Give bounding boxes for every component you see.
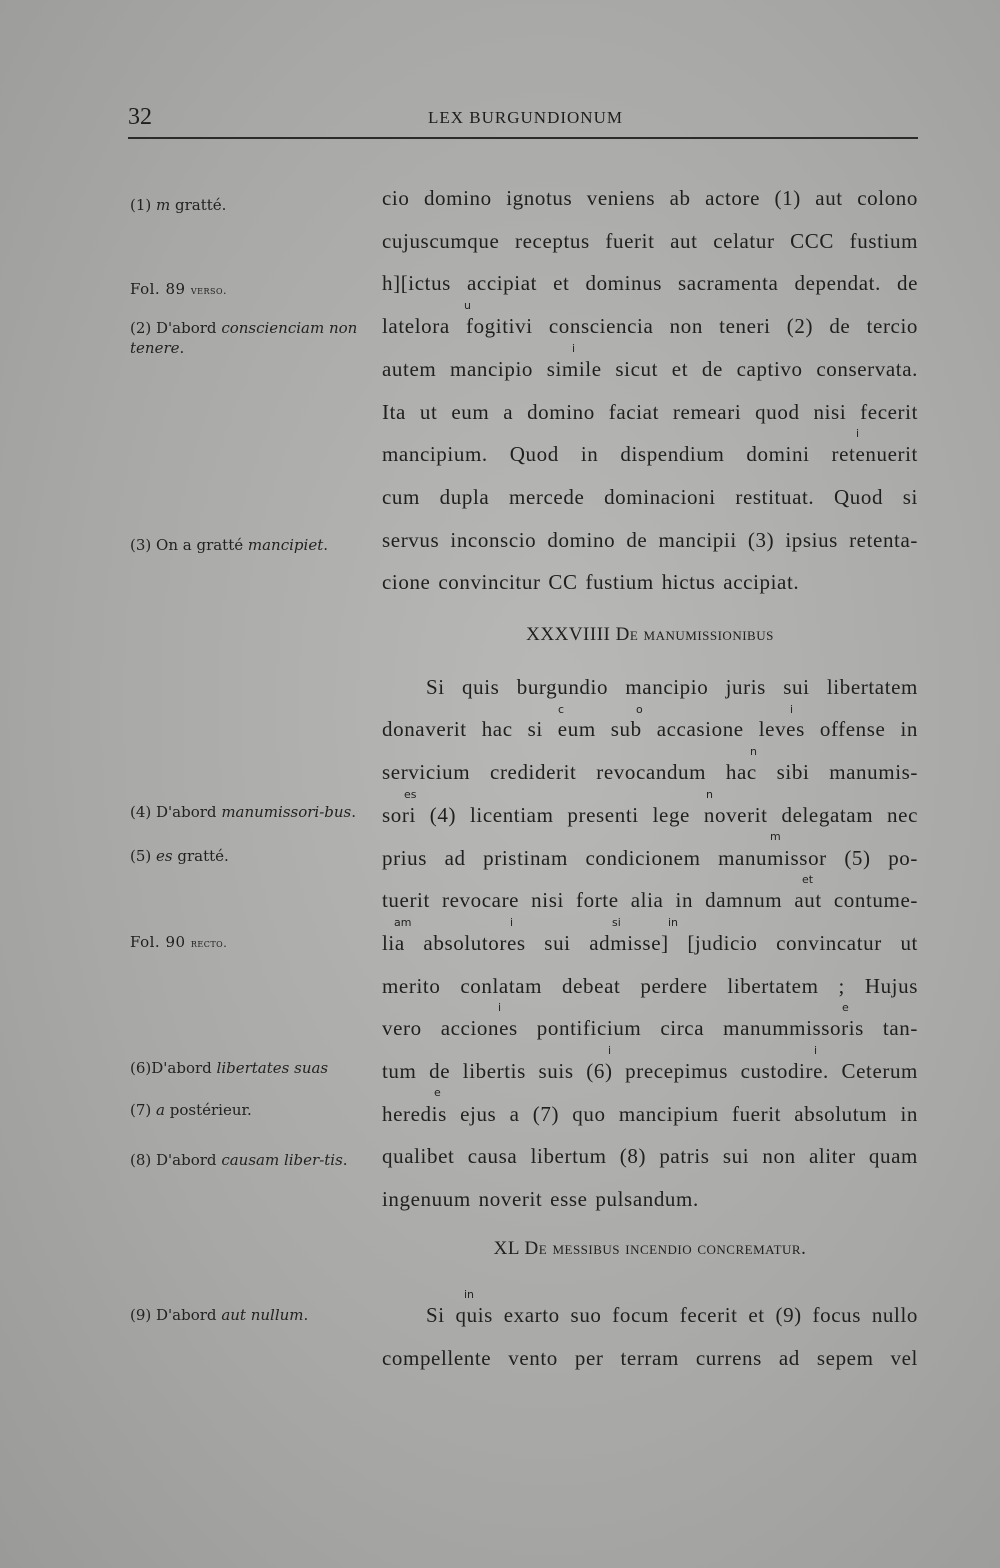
interlinear-correction: i — [814, 1044, 818, 1057]
margin-note-1: (1) m gratté. — [130, 196, 227, 214]
interlinear-correction: et — [802, 873, 814, 886]
text-line: cum dupla mercede dominacioni restituat. Quod si — [382, 485, 918, 509]
interlinear-correction: n — [750, 745, 757, 758]
text-line: autem mancipio simile sicut et de captivo conservata. — [382, 357, 918, 381]
margin-note-6: (6)D'abord libertates suas — [130, 1059, 329, 1077]
text-line: heredis ejus a (7) quo mancipium fuerit absolutum in — [382, 1102, 918, 1126]
text-line: Si quis exarto suo focum fecerit et (9) focus nullo — [426, 1303, 918, 1327]
text-line: cujuscumque receptus fuerit aut celatur CCC fustium — [382, 229, 918, 253]
text-line: h][ictus accipiat et dominus sacramenta dependat. de — [382, 271, 918, 295]
text-line: Si quis burgundio mancipio juris sui libertatem — [426, 675, 918, 699]
interlinear-correction: u — [464, 299, 471, 312]
interlinear-correction: in — [668, 916, 679, 929]
text-line: mancipium. Quod in dispendium domini retenuerit — [382, 442, 918, 466]
section-heading-40: XL De messibus incendio concrematur. — [493, 1238, 807, 1259]
interlinear-correction: i — [498, 1001, 502, 1014]
page-number: 32 — [128, 104, 152, 130]
interlinear-correction: i — [572, 342, 576, 355]
margin-note-3: (3) On a gratté mancipiet. — [130, 536, 329, 554]
text-line: ingenuum noverit esse pulsandum. — [382, 1187, 699, 1211]
text-line: merito conlatam debeat perdere libertatem ; Hujus — [382, 974, 918, 998]
text-line: tum de libertis suis (6) precepimus custodire. Ceterum — [382, 1059, 918, 1083]
header-rule — [128, 137, 918, 139]
interlinear-correction: i — [608, 1044, 612, 1057]
interlinear-correction: in — [464, 1288, 475, 1301]
interlinear-correction: o — [636, 703, 643, 716]
page-header — [128, 100, 918, 140]
folio-marker-89v: Fol. 89 verso. — [130, 280, 228, 298]
margin-note-2: (2) D'abord conscienciam non tenere. — [130, 319, 358, 357]
text-line: vero acciones pontificium circa manummissoris tan- — [382, 1016, 918, 1040]
interlinear-correction: e — [434, 1086, 441, 1099]
interlinear-correction: am — [394, 916, 412, 929]
text-line: tuerit revocare nisi forte alia in damnum aut contume- — [382, 888, 918, 912]
interlinear-correction: m — [770, 830, 781, 843]
text-line: Ita ut eum a domino faciat remeari quod nisi fecerit — [382, 400, 918, 424]
interlinear-correction: e — [842, 1001, 849, 1014]
interlinear-correction: i — [856, 427, 860, 440]
interlinear-correction: si — [612, 916, 621, 929]
folio-marker-90r: Fol. 90 recto. — [130, 933, 228, 951]
interlinear-correction: i — [510, 916, 514, 929]
text-line: latelora fogitivi consciencia non teneri (2) de tercio — [382, 314, 918, 338]
interlinear-correction: es — [404, 788, 417, 801]
text-line: qualibet causa libertum (8) patris sui non aliter quam — [382, 1144, 918, 1168]
text-line: donaverit hac si eum sub accasione leves offense in — [382, 717, 918, 741]
section-heading-39: XXXVIIII De manumissionibus — [526, 624, 774, 645]
interlinear-correction: n — [706, 788, 713, 801]
text-line: compellente vento per terram currens ad sepem vel — [382, 1346, 918, 1370]
margin-note-5: (5) es gratté. — [130, 847, 229, 865]
margin-note-4: (4) D'abord manumissori-bus. — [130, 803, 357, 821]
text-line: lia absolutores sui admisse] [judicio convincatur ut — [382, 931, 918, 955]
text-line: sori (4) licentiam presenti lege noverit delegatam nec — [382, 803, 918, 827]
text-line: cione convincitur CC fustium hictus accipiat. — [382, 570, 800, 594]
text-line: servicium crediderit revocandum hac sibi manumis- — [382, 760, 918, 784]
margin-note-9: (9) D'abord aut nullum. — [130, 1306, 309, 1324]
text-line: servus inconscio domino de mancipii (3) ipsius retenta- — [382, 528, 918, 552]
margin-note-8: (8) D'abord causam liber-tis. — [130, 1151, 348, 1169]
text-line: prius ad pristinam condicionem manumissor (5) po- — [382, 846, 918, 870]
margin-note-7: (7) a postérieur. — [130, 1101, 252, 1119]
interlinear-correction: i — [790, 703, 794, 716]
text-line: cio domino ignotus veniens ab actore (1) aut colono — [382, 186, 918, 210]
interlinear-correction: c — [558, 703, 565, 716]
running-title: LEX BURGUNDIONUM — [428, 108, 623, 127]
